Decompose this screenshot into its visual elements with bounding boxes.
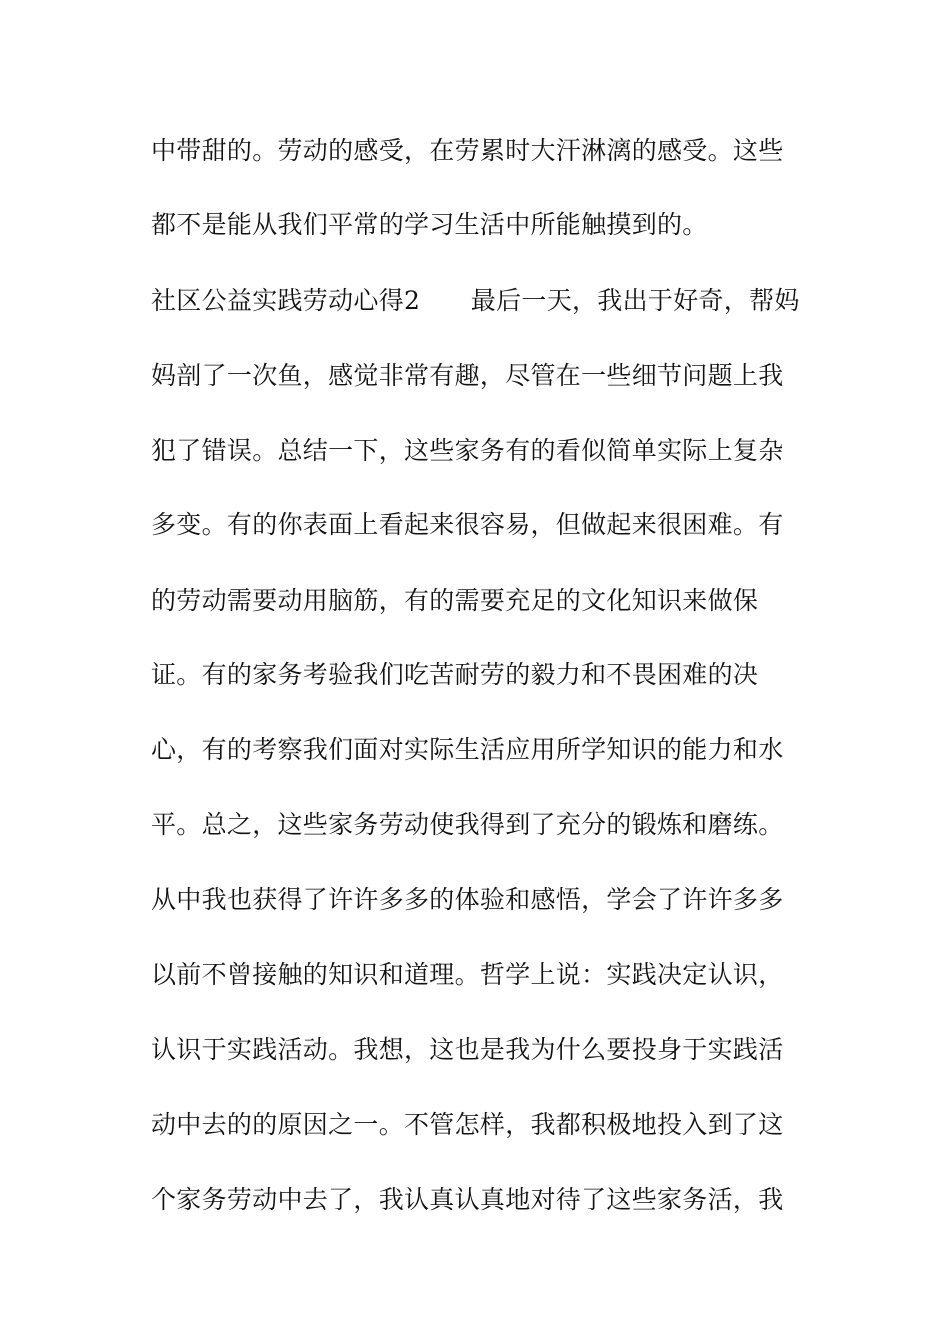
paragraph-line: 心，有的考察我们面对实际生活应用所学知识的能力和水 [151, 735, 784, 764]
paragraph-line: 以前不曾接触的知识和道理。哲学上说：实践决定认识， [151, 960, 784, 989]
paragraph-line: 平。总之，这些家务劳动使我得到了充分的锻炼和磨练。 [151, 810, 784, 839]
paragraph-line: 认识于实践活动。我想，这也是我为什么要投身于实践活 [151, 1035, 784, 1064]
paragraph-line: 个家务劳动中去了，我认真认真地对待了这些家务活，我 [151, 1185, 784, 1214]
section-heading-line: 社区公益实践劳动心得2 最后一天，我出于好奇，帮妈 [151, 286, 800, 315]
paragraph-line: 证。有的家务考验我们吃苦耐劳的毅力和不畏困难的决 [151, 660, 759, 689]
paragraph-line: 都不是能从我们平常的学习生活中所能触摸到的。 [151, 210, 708, 239]
paragraph-line: 妈剖了一次鱼，感觉非常有趣，尽管在一些细节问题上我 [151, 361, 784, 390]
paragraph-line: 犯了错误。总结一下，这些家务有的看似简单实际上复杂 [151, 436, 784, 465]
paragraph-line: 多变。有的你表面上看起来很容易，但做起来很困难。有 [151, 510, 784, 539]
paragraph-line: 中带甜的。劳动的感受，在劳累时大汗淋漓的感受。这些 [151, 136, 784, 165]
paragraph-line: 的劳动需要动用脑筋，有的需要充足的文化知识来做保 [151, 586, 759, 615]
paragraph-line: 动中去的的原因之一。不管怎样，我都积极地投入到了这 [151, 1110, 784, 1139]
paragraph-line: 从中我也获得了许许多多的体验和感悟，学会了许许多多 [151, 885, 784, 914]
